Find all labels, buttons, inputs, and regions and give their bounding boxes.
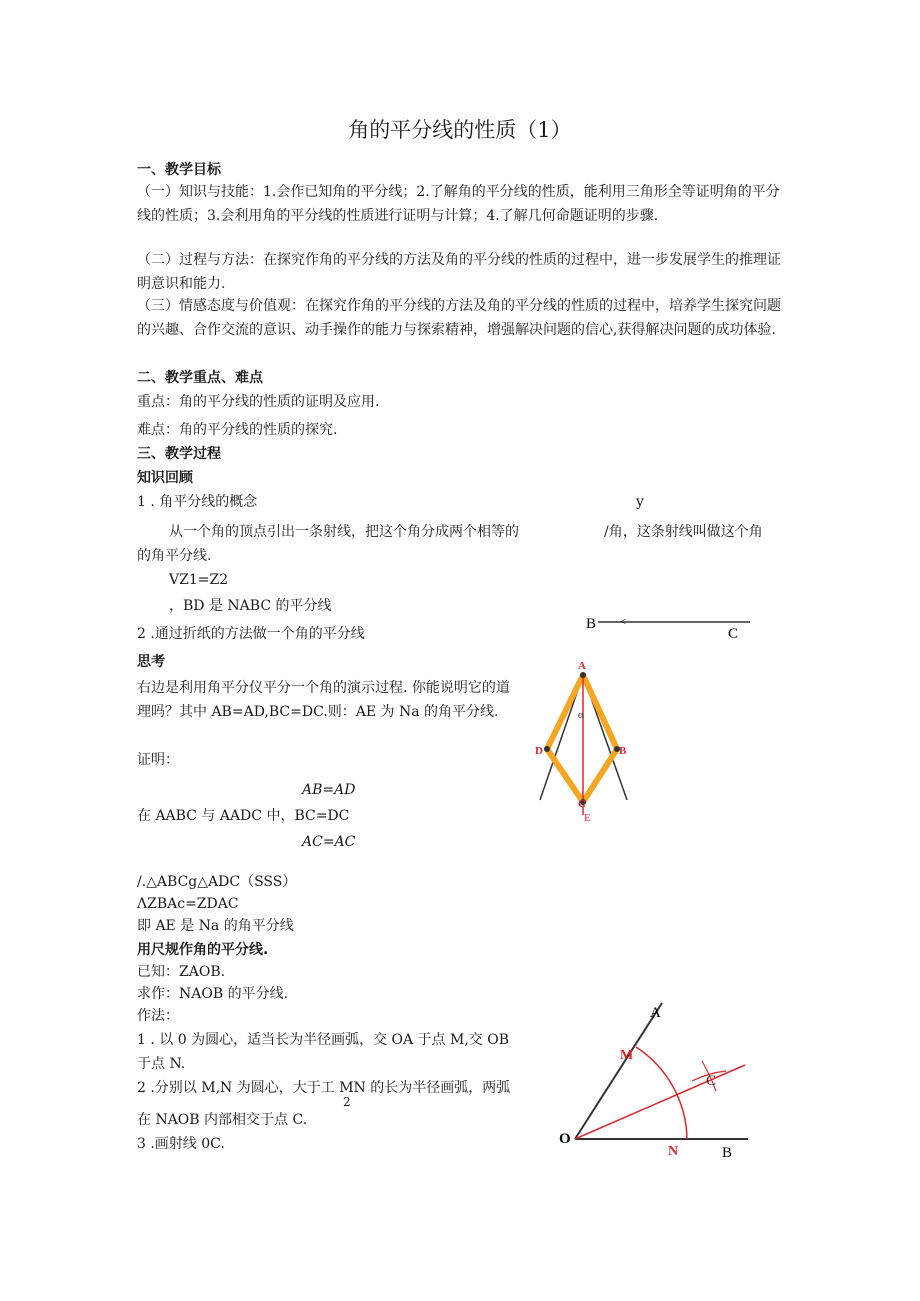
construction-step-2b: 在 NAOB 内部相交于点 C. [137,1112,308,1128]
ray-oa [575,1003,662,1139]
subheading-think: 思考 [137,654,165,670]
figure-label-y: y [636,494,644,510]
label-alpha: α [578,709,584,721]
fraction-denominator: 2 [343,1095,351,1109]
instrument-rhombus [547,675,617,802]
review-item-2: 2 .通过折纸的方法做一个角的平分线 [137,626,365,642]
label-m: M [620,1048,634,1063]
construction-step-1a: 1 . 以 0 为圆心，适当长为半径画弧，交 OA 于点 M,交 OB [137,1032,510,1048]
section-heading-process: 三、教学过程 [137,446,221,462]
definition-line-2: 的角平分线. [137,548,212,564]
point-d [544,746,550,752]
key-point: 重点：角的平分线的性质的证明及应用. [137,394,380,410]
label-c: C [578,798,586,810]
definition-line-1b: /角，这条射线叫做这个角 [604,524,763,540]
section-heading-key-points: 二、教学重点、难点 [137,370,263,386]
construction-method: 作法： [137,1008,179,1024]
label-b: B [722,1145,733,1161]
definition-line-1a: 从一个角的顶点引出一条射线，把这个角分成两个相等的 [169,524,519,540]
label-a: A [650,1005,661,1021]
subheading-construction: 用尺规作角的平分线. [137,942,269,958]
construction-task: 求作：NAOB 的平分线. [137,986,289,1002]
angle-bisector-figure [580,608,760,648]
review-item-1: 1 . 角平分线的概念 [137,494,258,510]
proof-label: 证明： [137,752,179,768]
point-a [580,672,586,678]
bisector-instrument-figure [530,655,640,830]
equation-bisector: ，BD 是 NABC 的平分线 [169,598,332,614]
angle-mark: < [620,616,627,628]
label-e: E [584,812,591,824]
bisector-oc [575,1065,745,1139]
proof-condition-bc: 在 AABC 与 AADC 中，BC=DC [137,808,350,824]
label-o: O [559,1131,571,1147]
subheading-review: 知识回顾 [137,470,193,486]
proof-condition-ab: AB=AD [302,782,356,798]
proof-condition-ac: AC=AC [302,834,356,850]
difficult-point: 难点：角的平分线的性质的探究. [137,422,338,438]
construction-step-2a: 2 .分别以 M,N 为圆心，大于工 MN 的长为半径画弧，两弧 [137,1080,511,1096]
proof-congruence: /.△ABCg△ADC（SSS） [137,874,297,890]
construction-figure [550,995,770,1170]
label-b: B [586,616,597,632]
construction-step-3: 3 .画射线 0C. [137,1136,225,1152]
label-c: C [706,1073,717,1089]
objective-process: （二）过程与方法：在探究作角的平分线的方法及角的平分线的性质的过程中，进一步发展学生的推理证明意识和能力. [137,252,781,292]
label-a: A [578,660,586,672]
label-c: C [728,626,739,642]
label-n: N [668,1144,679,1159]
page-title: 角的平分线的性质（1） [348,118,572,142]
equation-angles: VZ1=Z2 [169,572,229,588]
objective-knowledge: （一）知识与技能：1.会作已知角的平分线；2.了解角的平分线的性质，能利用三角形全等证明角的平分线的性质；3.会利用角的平分线的性质进行证明与计算；4.了解几何命题证明的步骤. [137,184,780,224]
objective-attitude: （三）情感态度与价值观：在探究作角的平分线的方法及角的平分线的性质的过程中，培养学生探究问题的兴趣、合作交流的意识、动手操作的能力与探索精神，增强解决问题的信心,获得解决问题的成功体验. [137,298,781,338]
construction-given: 已知：ZAOB. [137,964,226,980]
proof-conclusion: 即 AE 是 Na 的角平分线 [137,918,294,934]
proof-angles-equal: ΛZBAc=ZDAC [137,896,239,912]
construction-step-1b: 于点 N. [137,1056,186,1072]
label-b: B [619,745,627,757]
label-d: D [535,745,543,757]
section-heading-objectives: 一、教学目标 [137,162,221,178]
think-question: 右边是利用角平分仪平分一个角的演示过程. 你能说明它的道理吗？其中 AB=AD,BC=DC.则：AE 为 Na 的角平分线. [137,680,510,720]
